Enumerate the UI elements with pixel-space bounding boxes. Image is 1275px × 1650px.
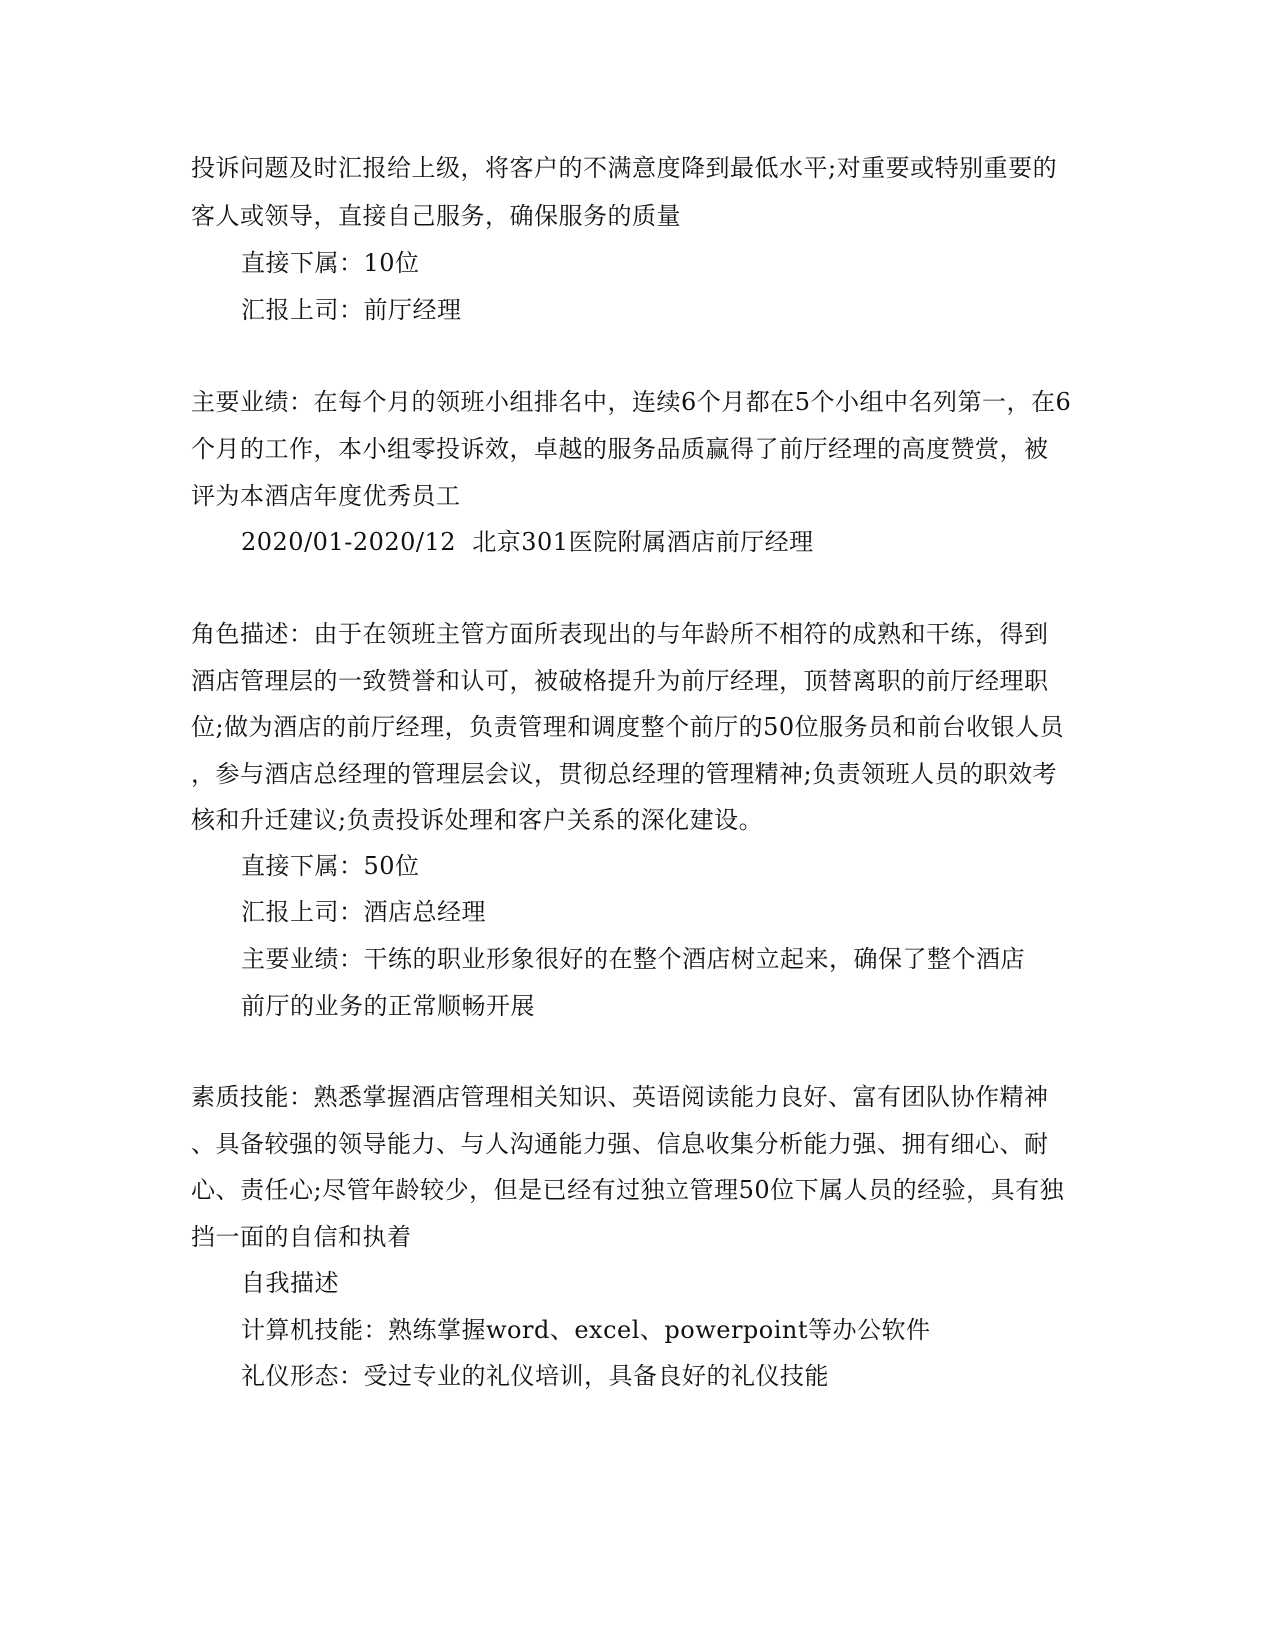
text-line: 自我描述 <box>241 1269 339 1297</box>
text-line: 角色描述：由于在领班主管方面所表现出的与年龄所不相符的成熟和干练，得到 <box>191 620 1049 648</box>
text-line: 主要业绩：在每个月的领班小组排名中，连续6个月都在5个小组中名列第一，在6 <box>191 388 1072 416</box>
text-line: 直接下属：50位 <box>241 852 420 880</box>
text-line: 礼仪形态：受过专业的礼仪培训，具备良好的礼仪技能 <box>241 1362 829 1390</box>
text-line: 汇报上司：酒店总经理 <box>241 898 486 926</box>
text-line: 评为本酒店年度优秀员工 <box>191 482 461 510</box>
text-line: ，参与酒店总经理的管理层会议，贯彻总经理的管理精神;负责领班人员的职效考 <box>191 760 1058 788</box>
text-line: 计算机技能：熟练掌握word、excel、powerpoint等办公软件 <box>241 1316 931 1344</box>
text-line: 客人或领导，直接自己服务，确保服务的质量 <box>191 202 681 230</box>
text-line: 位;做为酒店的前厅经理，负责管理和调度整个前厅的50位服务员和前台收银人员 <box>191 713 1065 741</box>
text-line: 、具备较强的领导能力、与人沟通能力强、信息收集分析能力强、拥有细心、耐 <box>191 1130 1049 1158</box>
text-line: 个月的工作，本小组零投诉效，卓越的服务品质赢得了前厅经理的高度赞赏，被 <box>191 435 1049 463</box>
text-line: 酒店管理层的一致赞誉和认可，被破格提升为前厅经理，顶替离职的前厅经理职 <box>191 667 1049 695</box>
text-line: 2020/01-2020/12 北京301医院附属酒店前厅经理 <box>241 528 814 556</box>
text-line: 投诉问题及时汇报给上级，将客户的不满意度降到最低水平;对重要或特别重要的 <box>191 154 1058 182</box>
text-line: 素质技能：熟悉掌握酒店管理相关知识、英语阅读能力良好、富有团队协作精神 <box>191 1083 1049 1111</box>
text-line: 前厅的业务的正常顺畅开展 <box>241 992 535 1020</box>
text-line: 汇报上司：前厅经理 <box>241 296 462 324</box>
text-line: 主要业绩：干练的职业形象很好的在整个酒店树立起来，确保了整个酒店 <box>241 945 1025 973</box>
text-line: 核和升迁建议;负责投诉处理和客户关系的深化建设。 <box>191 806 764 834</box>
text-line: 直接下属：10位 <box>241 249 420 277</box>
text-line: 心、责任心;尽管年龄较少，但是已经有过独立管理50位下属人员的经验，具有独 <box>191 1176 1065 1204</box>
text-line: 挡一面的自信和执着 <box>191 1223 412 1251</box>
